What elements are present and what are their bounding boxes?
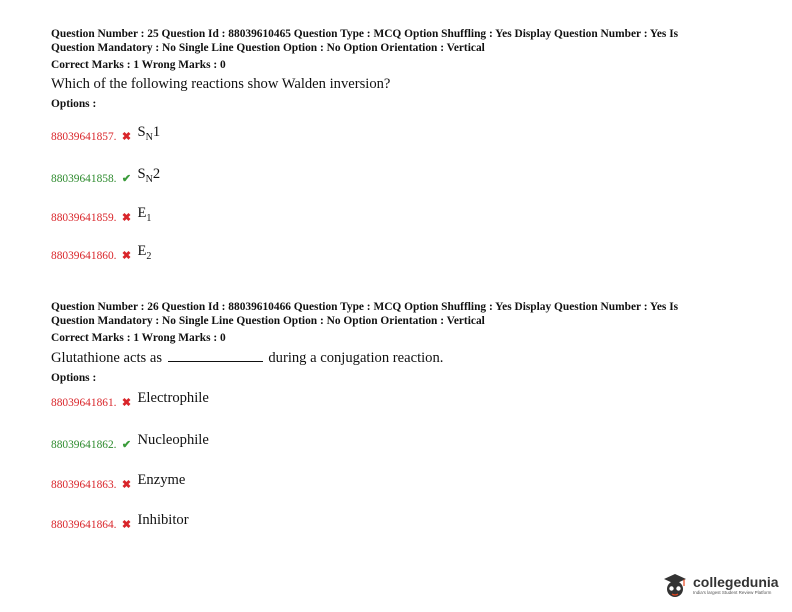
option[interactable] xyxy=(51,512,189,531)
option-text: Electrophile xyxy=(137,390,209,406)
option-id: 88039641858. xyxy=(51,173,117,185)
question-26 xyxy=(51,301,751,384)
options-label: Options : xyxy=(51,98,97,110)
option-text: $E_2$ xyxy=(137,243,152,262)
option-id: 88039641864. xyxy=(51,519,117,531)
logo-wordmark: collegedunia xyxy=(693,573,779,590)
cross-icon: ✖ xyxy=(121,250,132,262)
option[interactable] xyxy=(51,390,209,409)
option[interactable] xyxy=(51,432,209,451)
cross-icon: ✖ xyxy=(121,131,132,143)
option-text: Enzyme xyxy=(137,472,186,488)
option[interactable] xyxy=(51,243,151,262)
answer-blank xyxy=(168,349,263,362)
marks-info: Correct Marks : 1 Wrong Marks : 0 xyxy=(51,332,226,344)
option[interactable] xyxy=(51,205,151,224)
cross-icon: ✖ xyxy=(121,397,132,409)
option-id: 88039641857. xyxy=(51,131,117,143)
question-meta-line2: Question Mandatory : No Single Line Question Option : No Option Orientation : Vertical xyxy=(51,314,485,327)
graduate-mascot-icon xyxy=(660,570,690,600)
option[interactable] xyxy=(51,124,160,143)
option-text: $S_N2$ xyxy=(137,166,161,185)
collegedunia-logo xyxy=(660,568,785,602)
question-meta-line1: Question Number : 25 Question Id : 88039610465 Question Type : MCQ Option Shuffling : Yes Display Question Number : Yes Is xyxy=(51,28,679,40)
option-id: 88039641863. xyxy=(51,479,117,491)
question-meta-line1: Question Number : 26 Question Id : 88039610466 Question Type : MCQ Option Shuffling : Yes Display Question Number : Yes Is xyxy=(51,301,679,313)
option-id: 88039641859. xyxy=(51,212,117,224)
question-text: Which of the following reactions show Walden inversion? xyxy=(51,76,391,92)
option[interactable] xyxy=(51,166,160,185)
option-id: 88039641862. xyxy=(51,439,117,451)
option-text: Inhibitor xyxy=(137,512,189,528)
cross-icon: ✖ xyxy=(121,519,132,531)
question-meta-line2: Question Mandatory : No Single Line Question Option : No Option Orientation : Vertical xyxy=(51,41,485,54)
option-id: 88039641861. xyxy=(51,397,117,409)
option-text: Nucleophile xyxy=(137,432,209,448)
options-label: Options : xyxy=(51,372,97,384)
question-text: Glutathione acts as during a conjugation reaction. xyxy=(51,350,444,366)
check-icon: ✔ xyxy=(121,439,132,451)
check-icon: ✔ xyxy=(121,173,132,185)
logo-tagline: India's largest Student Review Platform xyxy=(693,589,772,595)
cross-icon: ✖ xyxy=(121,212,132,224)
option-text: $S_N1$ xyxy=(137,124,161,143)
marks-info: Correct Marks : 1 Wrong Marks : 0 xyxy=(51,59,226,71)
option-text: $E_1$ xyxy=(137,205,152,224)
option[interactable] xyxy=(51,472,185,491)
cross-icon: ✖ xyxy=(121,479,132,491)
option-id: 88039641860. xyxy=(51,250,117,262)
